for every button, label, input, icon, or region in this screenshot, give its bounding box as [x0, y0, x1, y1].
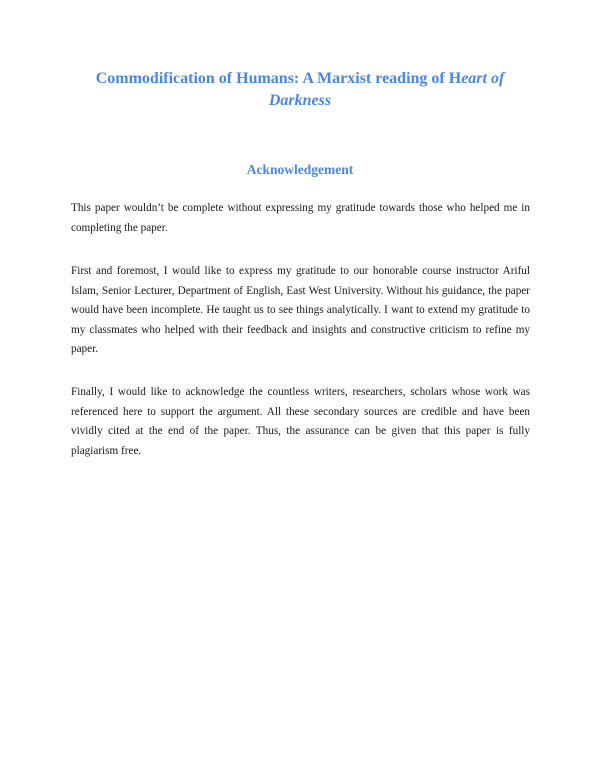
- paragraph-intro: This paper wouldn’t be complete without expressing my gratitude towards those who helped me in completing the paper.: [71, 202, 530, 234]
- title-text-italic-line2: Darkness: [268, 92, 332, 109]
- section-heading: Acknowledgement: [246, 162, 354, 177]
- title-text-regular: Commodification of Humans: A Marxist reading of H: [95, 70, 462, 87]
- paragraph-instructor-thanks: First and foremost, I would like to express my gratitude to our honorable course instructor Ariful Islam, Senior Lecturer, Department of English, East West University. Without his guidance, the paper would have been incomplete. He taught us to see things analytically. I want to extend my gratitude to my classmates who helped with their feedback and insights and constructive criticism to refine my paper.: [71, 265, 530, 355]
- paragraph-sources-thanks: Finally, I would like to acknowledge the countless writers, researchers, scholars whose work was referenced here to support the argument. All these secondary sources are credible and have been vividly cited at the end of the paper. Thus, the assurance can be given that this paper is fully plagiarism free.: [71, 386, 530, 457]
- document-title: [70, 68, 530, 112]
- title-text-italic: eart of: [461, 70, 505, 87]
